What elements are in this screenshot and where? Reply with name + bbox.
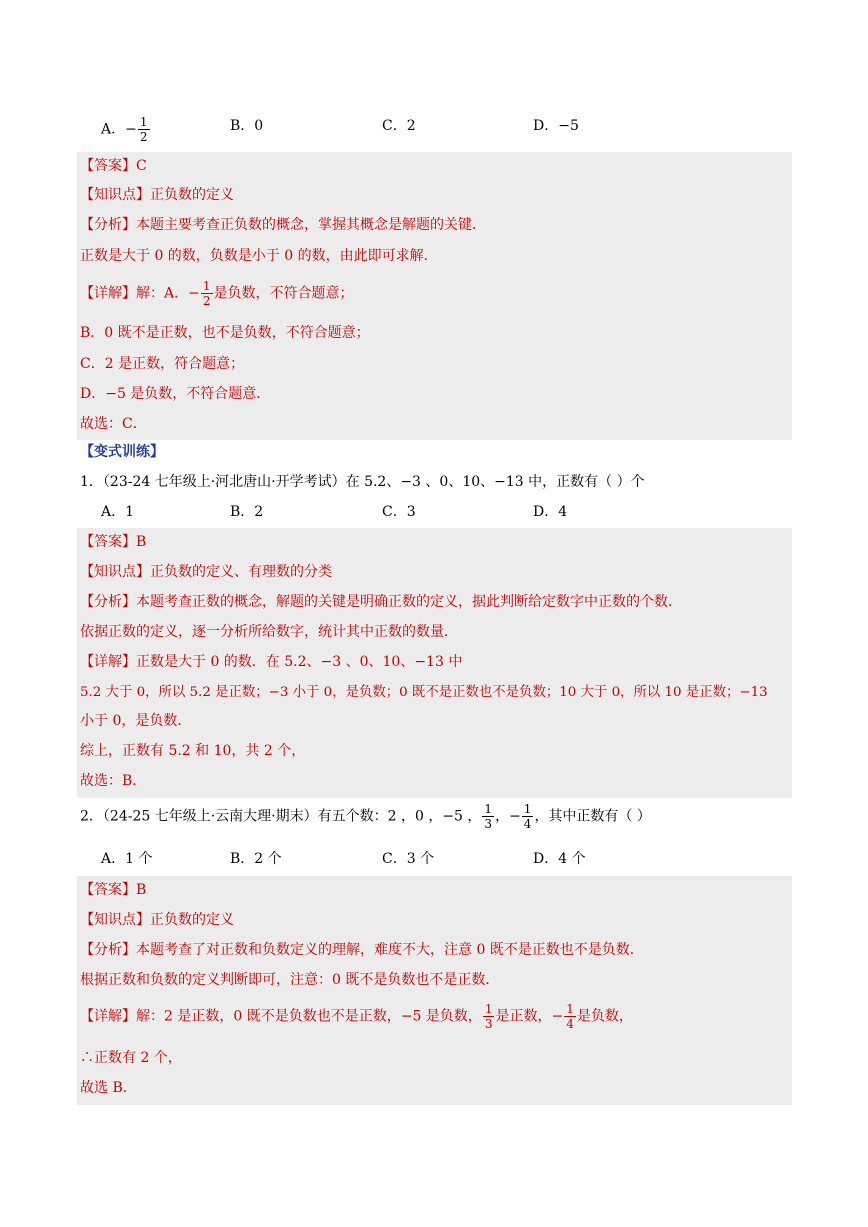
choose: 故选：C． bbox=[80, 416, 147, 432]
answer: 【答案】B bbox=[80, 882, 147, 898]
fraction-denominator: 3 bbox=[484, 817, 493, 831]
fraction-denominator: 3 bbox=[484, 1017, 493, 1031]
analysis: 【分析】本题主要考查正负数的概念，掌握其概念是解题的关键． bbox=[80, 217, 486, 233]
fraction-numerator: 1 bbox=[566, 1002, 574, 1016]
question-1-stem: 1．（23-24 七年级上·河北唐山·开学考试）在 5.2、−3 、0、10、−13 中，正数有（ ）个 bbox=[80, 474, 645, 490]
fraction bbox=[483, 1002, 495, 1031]
therefore: ∴正数有 2 个， bbox=[80, 1050, 182, 1066]
fraction-numerator: 1 bbox=[202, 279, 211, 293]
detail-line-d: D．−5 是负数，不符合题意． bbox=[80, 386, 271, 402]
analysis-line-2: 根据正数和负数的定义判断即可，注意：0 既不是负数也不是正数． bbox=[80, 972, 500, 988]
analysis-line-2: 依据正数的定义，逐一分析所给数字，统计其中正数的数量． bbox=[80, 624, 458, 640]
detail: 【详解】正数是大于 0 的数．在 5.2、−3 、0、10、−13 中 bbox=[80, 654, 463, 670]
option-a: A．1 bbox=[101, 504, 135, 520]
detail-line-2: 5.2 大于 0，所以 5.2 是正数；−3 小于 0，是负数；0 既不是正数也不是负数；10 大于 0，所以 10 是正数；−13 bbox=[80, 685, 768, 700]
option-a bbox=[101, 115, 151, 144]
option-c: C．2 bbox=[382, 118, 416, 134]
comma: ， bbox=[495, 808, 510, 825]
stem-suffix: ，其中正数有（ ） bbox=[534, 808, 651, 825]
answer: 【答案】B bbox=[80, 534, 147, 550]
fraction bbox=[522, 802, 534, 831]
fraction-numerator: 1 bbox=[139, 115, 148, 129]
sign: − bbox=[551, 1008, 564, 1025]
fraction bbox=[564, 1002, 576, 1031]
analysis-line-2: 正数是大于 0 的数，负数是小于 0 的数，由此即可求解． bbox=[80, 248, 438, 264]
fraction-numerator: 1 bbox=[523, 802, 532, 816]
option-a-sign: − bbox=[125, 121, 137, 138]
answer: 【答案】C bbox=[80, 158, 147, 174]
fraction bbox=[201, 279, 213, 308]
variant-heading: 【变式训练】 bbox=[80, 444, 164, 460]
knowledge-point: 【知识点】正负数的定义 bbox=[80, 912, 234, 928]
fraction-denominator: 4 bbox=[523, 817, 532, 831]
fraction-numerator: 1 bbox=[484, 802, 493, 816]
detail bbox=[80, 1002, 633, 1031]
analysis: 【分析】本题考查了对正数和负数定义的理解，难度不大，注意 0 既不是正数也不是负数． bbox=[80, 942, 644, 958]
knowledge-point: 【知识点】正负数的定义 bbox=[80, 187, 234, 203]
stem-prefix: 2．（24-25 七年级上·云南大理·期末）有五个数：2 ，0 ，−5 ， bbox=[80, 808, 482, 825]
option-b: B．2 bbox=[230, 504, 264, 520]
fraction-denominator: 4 bbox=[566, 1017, 574, 1031]
option-d: D．−5 bbox=[533, 118, 579, 134]
detail-suffix: 是负数， bbox=[576, 1008, 633, 1025]
detail-line-c: C．2 是正数，符合题意； bbox=[80, 356, 245, 372]
fraction-denominator: 2 bbox=[202, 294, 211, 308]
question-2-stem bbox=[80, 802, 651, 831]
detail-prefix: 【详解】解：A． bbox=[80, 285, 189, 302]
option-c: C．3 bbox=[382, 504, 416, 520]
option-b: B．2 个 bbox=[230, 851, 282, 867]
option-a: A．1 个 bbox=[101, 851, 153, 867]
detail-prefix: 【详解】解：2 是正数，0 既不是负数也不是正数，−5 是负数， bbox=[80, 1008, 482, 1025]
detail-line-b: B．0 既不是正数，也不是负数，不符合题意； bbox=[80, 325, 370, 341]
fraction bbox=[482, 802, 494, 831]
knowledge-point: 【知识点】正负数的定义、有理数的分类 bbox=[80, 564, 332, 580]
detail-sign: − bbox=[188, 285, 200, 302]
option-c: C．3 个 bbox=[382, 851, 435, 867]
choose: 故选：B． bbox=[80, 773, 147, 789]
option-a-letter: A． bbox=[101, 121, 126, 138]
detail-line-3: 小于 0，是负数． bbox=[80, 713, 192, 729]
option-d: D．4 个 bbox=[533, 851, 586, 867]
option-b: B．0 bbox=[230, 118, 264, 134]
fraction-numerator: 1 bbox=[484, 1002, 493, 1016]
choose: 故选 B． bbox=[80, 1080, 137, 1096]
fraction bbox=[138, 115, 150, 144]
detail-suffix: 是负数，不符合题意； bbox=[213, 285, 354, 302]
detail-middle: 是正数， bbox=[495, 1008, 552, 1025]
option-d: D．4 bbox=[533, 504, 568, 520]
summary: 综上，正数有 5.2 和 10，共 2 个， bbox=[80, 743, 306, 759]
detail bbox=[80, 279, 354, 308]
sign: − bbox=[509, 808, 521, 825]
analysis: 【分析】本题考查正数的概念，解题的关键是明确正数的定义，据此判断给定数字中正数的个数． bbox=[80, 594, 682, 610]
fraction-denominator: 2 bbox=[139, 130, 148, 144]
